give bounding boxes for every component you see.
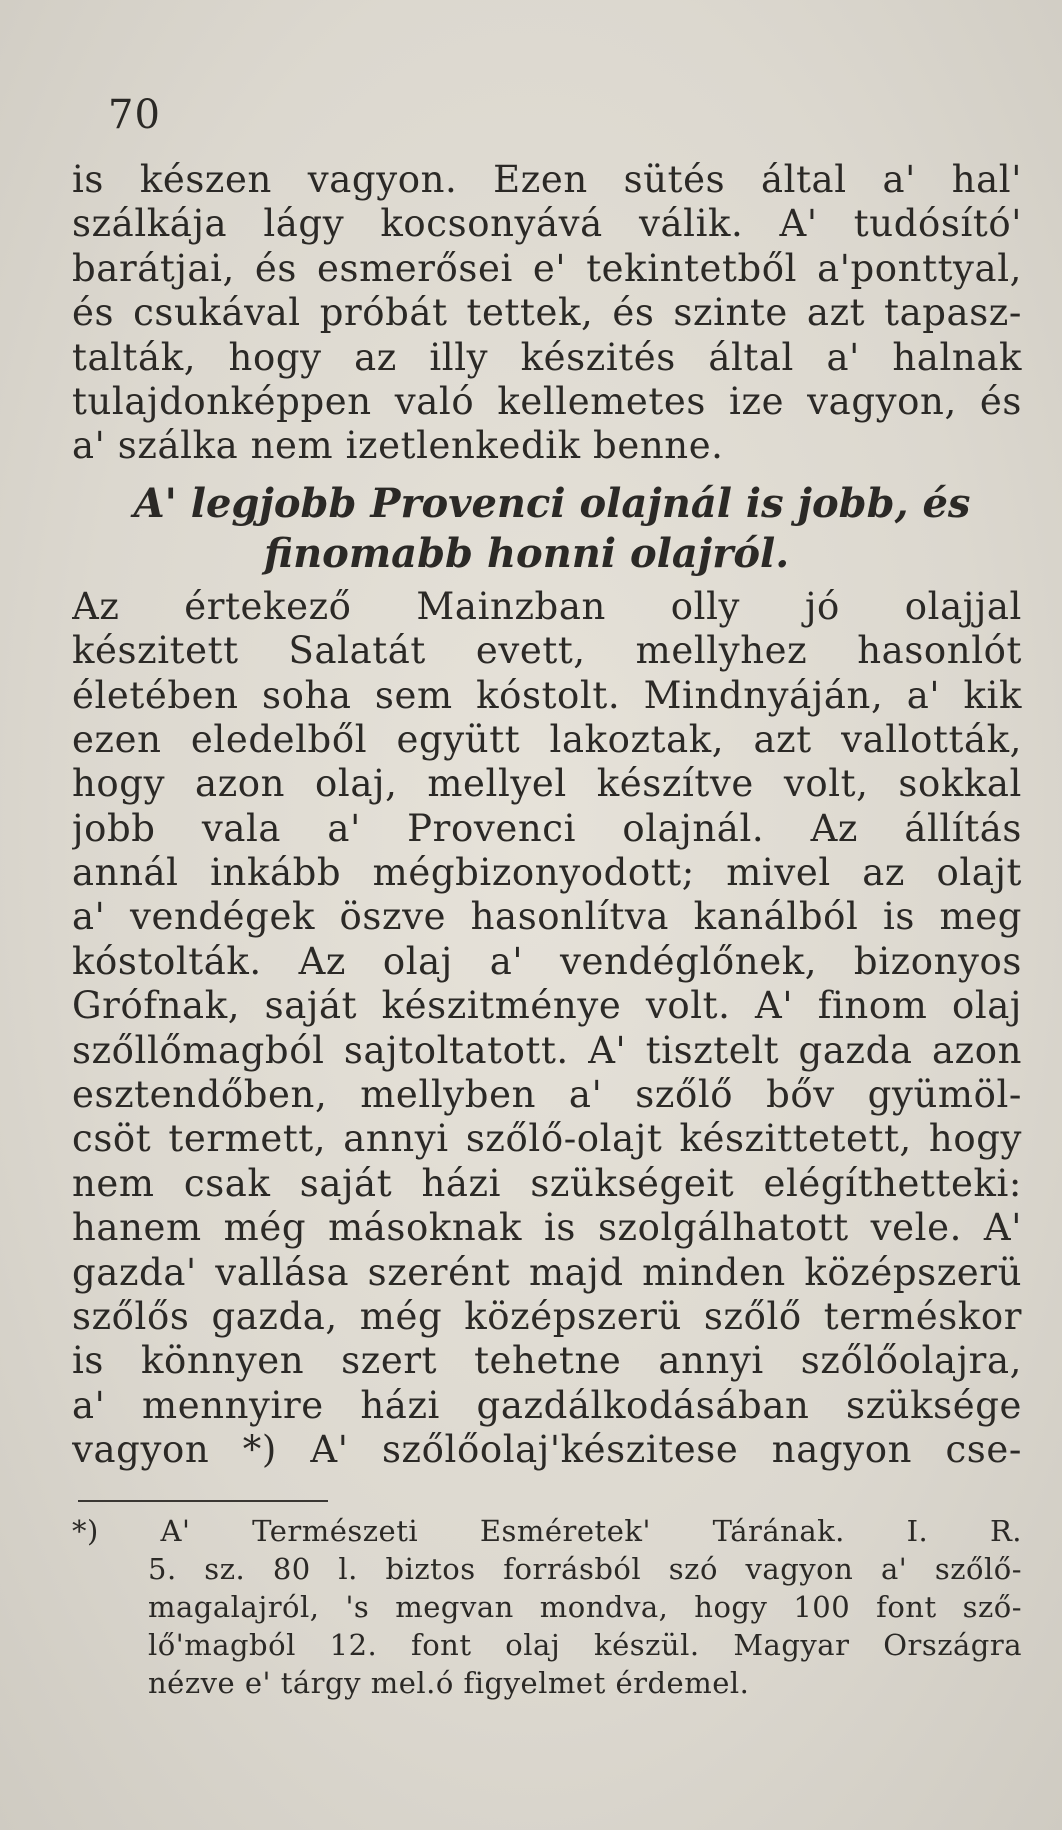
text-line: gazda' vallása szerént majd minden középszerü [72,1250,1022,1294]
text-line: életében soha sem kóstolt. Mindnyáján, a' kik [72,673,1022,717]
text-line: a' vendégek öszve hasonlítva kanálból is meg [72,895,1022,939]
text-line: szőlős gazda, még középszerü szőlő terméskor [72,1294,1022,1338]
text-line: hanem még másoknak is szolgálhatott vele. A' [72,1206,1022,1250]
footnote-line: magalajról, 's megvan mondva, hogy 100 font sző- [148,1590,1022,1624]
page-number: 70 [108,92,161,138]
text-line: tulajdonképpen való kellemetes ize vagyon, és [72,379,1022,423]
text-line: Grófnak, saját készitménye volt. A' finom olaj [72,984,1022,1028]
text-line: készitett Salatát evett, mellyhez hasonlót [72,629,1022,673]
text-line: szálkája lágy kocsonyává válik. A' tudósító' [72,202,1022,246]
text-line: jobb vala a' Provenci olajnál. Az állítás [72,806,1022,850]
footnote-line: *) A' Természeti Esméretek' Tárának. I. R. [72,1514,1022,1548]
text-line: esztendőben, mellyben a' szőlő bőv gyümöl- [72,1073,1022,1117]
footnote [72,1512,1022,1702]
text-line: csöt termett, annyi szőlő-olajt készittetett, hogy [72,1117,1022,1161]
footnote-divider [78,1500,328,1502]
text-line: is könnyen szert tehetne annyi szőlőolajra, [72,1339,1022,1383]
text-line: a' mennyire házi gazdálkodásában szüksége [72,1383,1022,1427]
text-line: vagyon *) A' szőlőolaj'készitese nagyon cse- [72,1428,1022,1472]
text-line: és csukával próbát tettek, és szinte azt tapasz- [72,291,1022,335]
footnote-line: nézve e' tárgy mel.ó figyelmet érdemel. [148,1666,750,1700]
text-line: is készen vagyon. Ezen sütés által a' hal' [72,158,1022,201]
text-line: Az értekező Mainzban olly jó olajjal [72,584,1022,628]
main-text [72,158,1022,1473]
section-heading [72,479,1022,579]
text-line: nem csak saját házi szükségeit elégíthetteki: [72,1161,1022,1205]
text-line: a' szálka nem izetlenkedik benne. [72,424,724,468]
text-line: annál inkább mégbizonyodott; mivel az olajt [72,851,1022,895]
footnote-line: 5. sz. 80 l. biztos forrásból szó vagyon a' szőlő- [148,1552,1022,1586]
text-line: szőllőmagból sajtoltatott. A' tisztelt gazda azon [72,1028,1022,1072]
section-heading-line: A' legjobb Provenci olajnál is jobb, és [133,479,971,527]
text-line: kóstolták. Az olaj a' vendéglőnek, bizonyos [72,939,1022,983]
text-line: hogy azon olaj, mellyel készítve volt, sokkal [72,762,1022,806]
text-line: barátjai, és esmerősei e' tekintetből a'ponttyal, [72,246,1022,290]
section-heading-line: finomabb honni olajról. [264,529,790,577]
text-line: ezen eledelből együtt lakoztak, azt vallották, [72,717,1022,761]
text-line: talták, hogy az illy készités által a' halnak [72,335,1022,379]
footnote-line: lő'magból 12. font olaj készül. Magyar Országra [148,1628,1022,1662]
